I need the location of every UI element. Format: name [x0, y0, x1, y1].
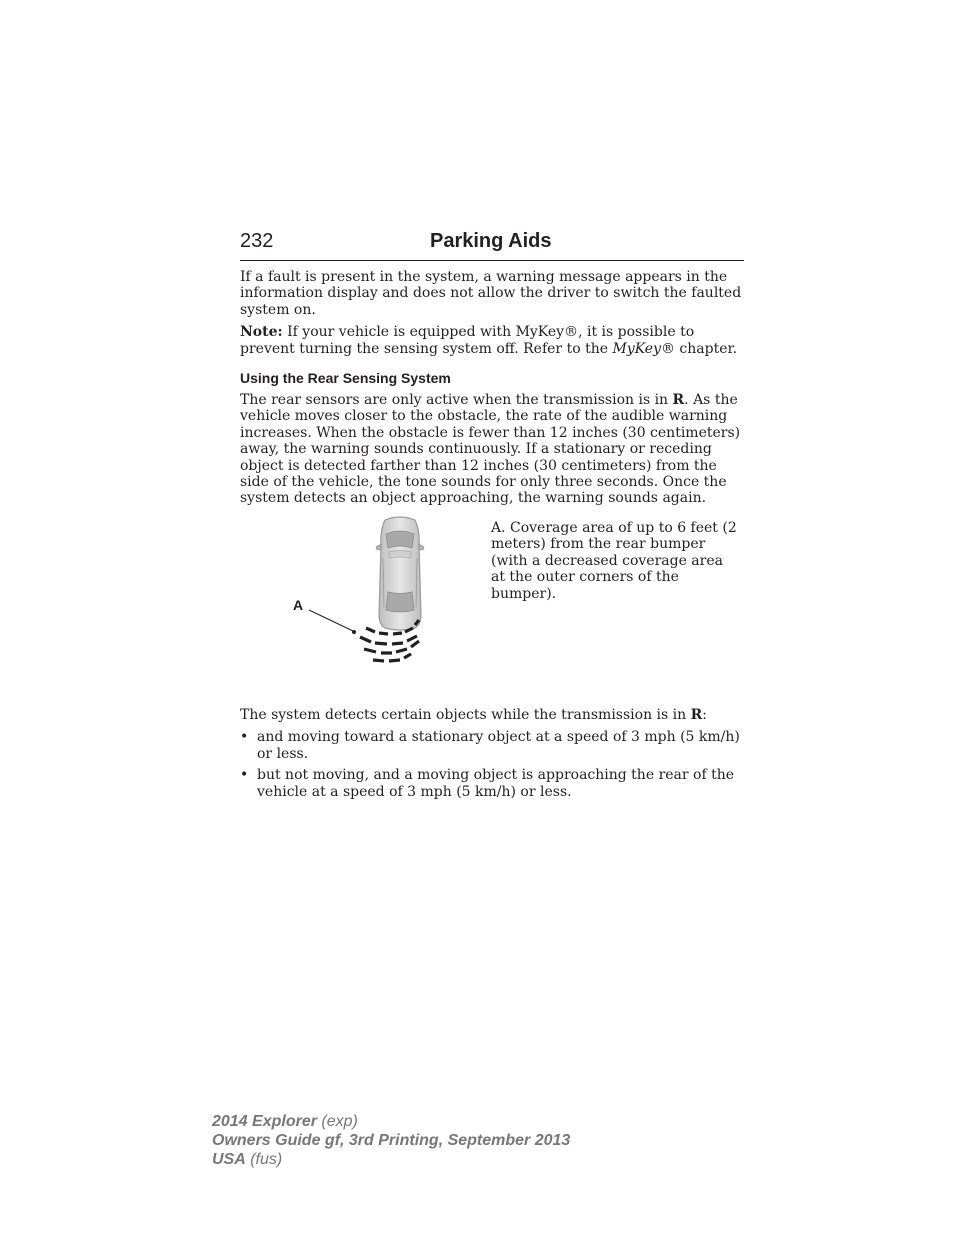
note-text-end: chapter.	[674, 340, 738, 357]
gear-r-detects: R	[690, 706, 703, 723]
list-item-text: but not moving, and a moving object is approaching the rear of the vehicle at a speed of 3 mph (5 km/h) or less.	[257, 767, 735, 800]
footer-region-line	[212, 1150, 570, 1169]
callout-leader-line	[309, 610, 353, 631]
list-item	[240, 729, 745, 762]
figure-caption: A. Coverage area of up to 6 feet (2 meters) from the rear bumper (with a decreased coverage area at the outer corners of the bumper).	[491, 519, 737, 602]
footer-model: 2014 Explorer	[212, 1113, 317, 1130]
mykey-reference: MyKey®	[612, 340, 675, 357]
footer-model-code: (exp)	[316, 1113, 358, 1130]
rear-text-start: The rear sensors are only active when the transmission is in	[240, 392, 673, 409]
car-top-view	[376, 517, 424, 630]
fault-paragraph: If a fault is present in the system, a warning message appears in the information display and does not allow the driver to switch the faulted system on.	[240, 269, 742, 318]
detects-text-end: :	[702, 706, 707, 723]
subheading: Using the Rear Sensing System	[240, 370, 451, 387]
footer-guide: Owners Guide gf, 3rd Printing, September 2013	[212, 1132, 571, 1149]
footer-guide-line	[212, 1131, 570, 1150]
footer-model-line	[212, 1112, 570, 1131]
figure-row	[240, 514, 745, 692]
note-text: If your vehicle is equipped with MyKey®, it is possible to prevent turning the sensing system off. Refer to the	[240, 324, 695, 357]
page-content	[240, 269, 745, 805]
footer-region-code: (fus)	[245, 1151, 283, 1168]
page-header	[240, 229, 744, 261]
gear-r: R	[672, 392, 685, 409]
conditions-list	[240, 729, 745, 800]
note-paragraph	[240, 324, 745, 357]
bullet-icon: •	[240, 729, 249, 746]
footer-region: USA	[212, 1151, 246, 1168]
page-footer	[212, 1112, 570, 1169]
callout-dot	[352, 630, 356, 634]
rear-sensors-paragraph	[240, 392, 745, 507]
detects-paragraph	[240, 707, 745, 723]
list-item-text: and moving toward a stationary object at a speed of 3 mph (5 km/h) or less.	[257, 729, 740, 762]
rear-sensing-diagram	[290, 514, 430, 672]
section-title: Parking Aids	[430, 230, 552, 252]
list-item	[240, 767, 745, 800]
detects-text-start: The system detects certain objects while the transmission is in	[240, 706, 691, 723]
page-number: 232	[240, 230, 274, 252]
rear-text-end: . As the vehicle moves closer to the obstacle, the rate of the audible warning increases. When the obstacle is fewer than 12 inches (30 centimeters) away, the warning sounds continuously. If a stationary or receding object is detected farther than 12 inches (30 centimeters) from the side of the vehicle, the tone sounds for only three seconds. Once the system detects an object approaching, the warning sounds again.	[240, 392, 741, 507]
note-label: Note:	[240, 324, 283, 341]
callout-label-a: A	[293, 596, 304, 613]
bullet-icon: •	[240, 767, 249, 784]
